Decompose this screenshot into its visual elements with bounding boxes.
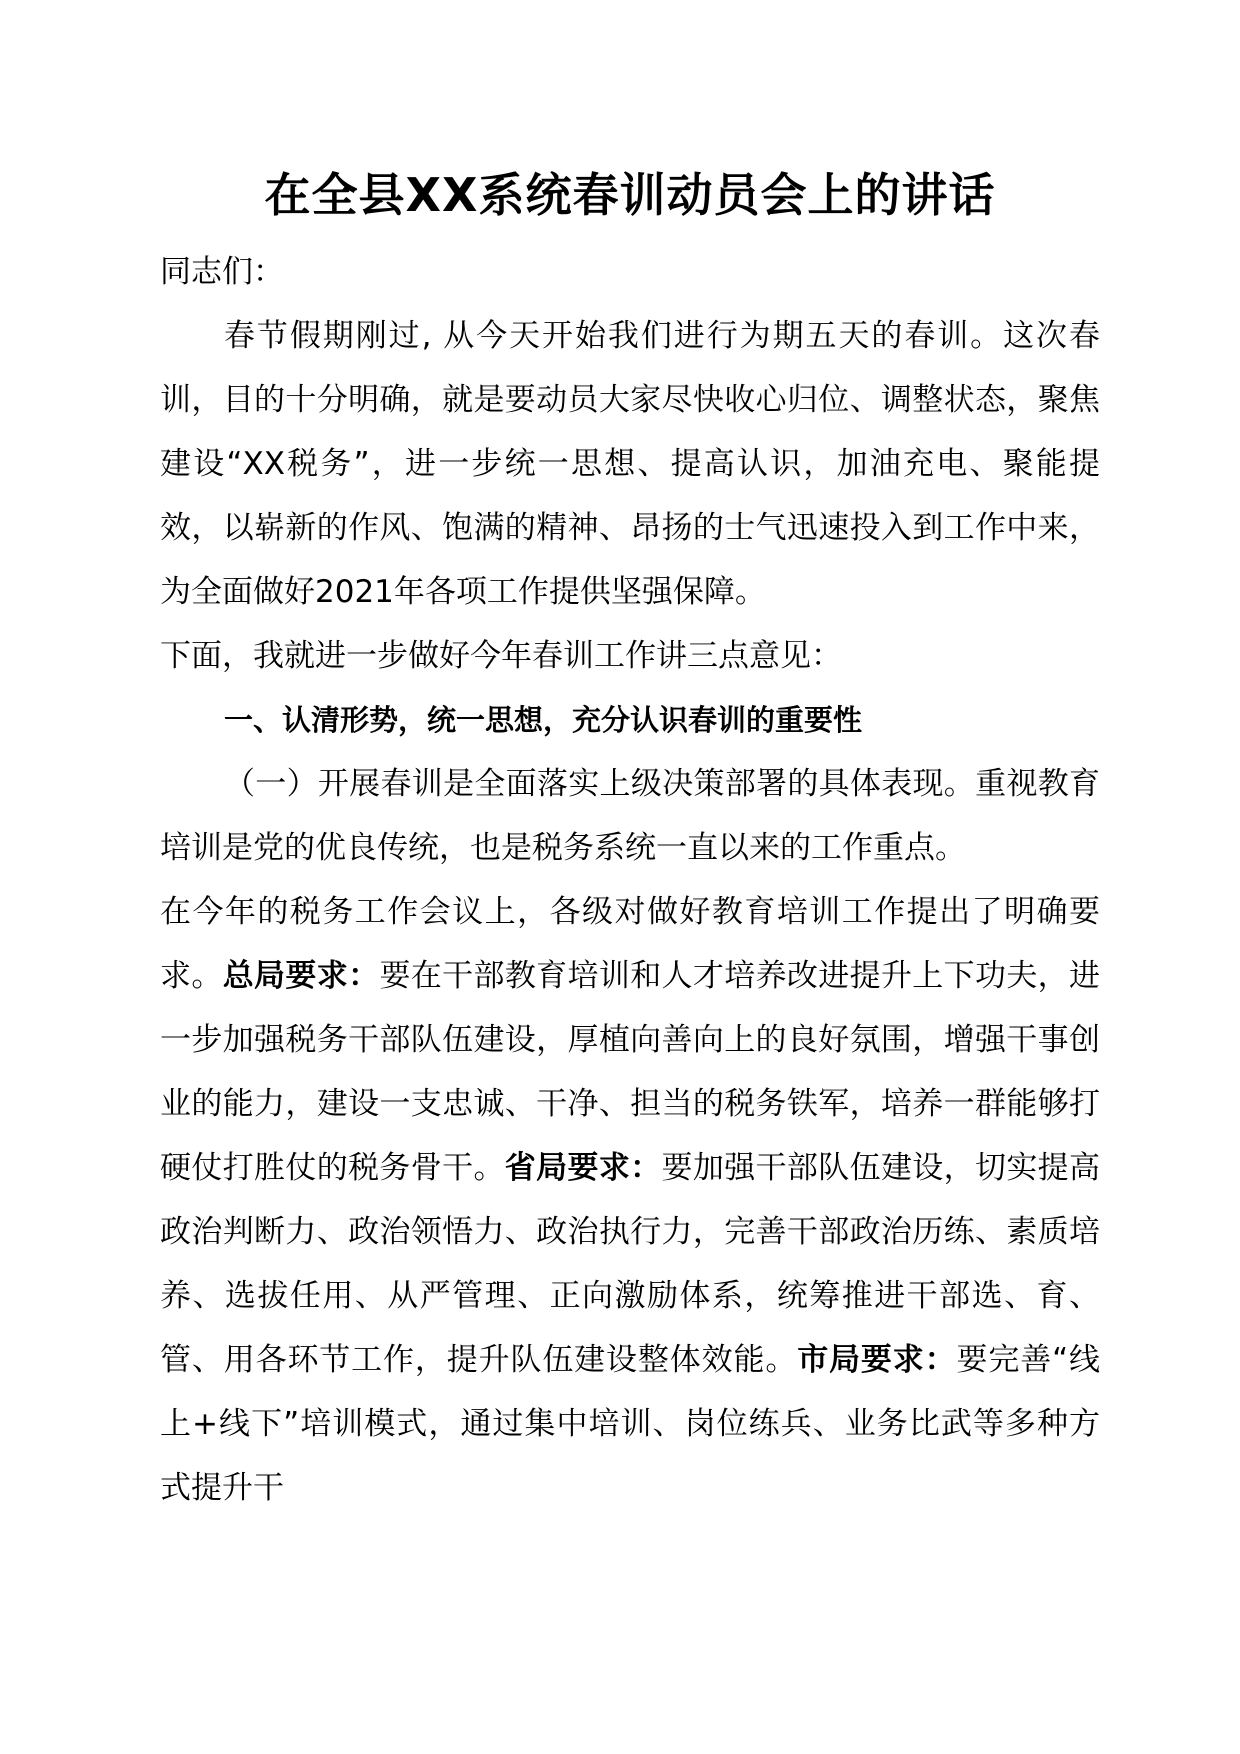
text-shiju: 要完善“线上+线下”培训模式，通过集中培训、岗位练兵、业务比武等多种方式提升干 bbox=[160, 1342, 1101, 1506]
document-title: 在全县XX系统春训动员会上的讲话 bbox=[264, 168, 996, 222]
label-shengju: 省局要求： bbox=[504, 1150, 662, 1186]
intro-paragraph: 春节假期刚过, 从今天开始我们进行为期五天的春训。这次春训，目的十分明确，就是要动员大家尽快收心归位、调整状态，聚焦建设“XX税务”，进一步统一思想、提高认识，加油充电、聚能提效，以崭新的作风、饱满的精神、昂扬的士气迅速投入到工作中来，为全面做好2021年各项工作提供坚强保障。 bbox=[160, 318, 1100, 610]
label-zongju: 总局要求： bbox=[222, 958, 380, 994]
section-heading: 一、认清形势，统一思想，充分认识春训的重要性 bbox=[224, 703, 863, 737]
document-page bbox=[160, 150, 1100, 1520]
text-shengju: 要加强干部队伍建设，切实提高政治判断力、政治领悟力、政治执行力，完善干部政治历练、素质培养、选拔任用、从严管理、正向激励体系，统筹推进干部选、育、管、用各环节工作，提升队伍建设整体效能。 bbox=[160, 1150, 1101, 1378]
label-shiju: 市局要求： bbox=[797, 1342, 957, 1378]
requirements-paragraph bbox=[160, 880, 1100, 1520]
text-zongju: 要在干部教育培训和人才培养改进提升上下功夫，进一步加强税务干部队伍建设，厚植向善向上的良好氛围，增强干事创业的能力，建设一支忠诚、干净、担当的税务铁军，培养一群能够打硬仗打胜仗的税务骨干。 bbox=[160, 958, 1101, 1186]
requirements-intro: 在今年的税务工作会议上，各级对做好教育培训工作提出了明确要求。 bbox=[160, 894, 1100, 994]
transition-paragraph: 下面，我就进一步做好今年春训工作讲三点意见： bbox=[160, 638, 842, 674]
subsection-paragraph: （一）开展春训是全面落实上级决策部署的具体表现。重视教育培训是党的优良传统，也是税务系统一直以来的工作重点。 bbox=[160, 766, 1100, 866]
salutation: 同志们： bbox=[160, 254, 284, 290]
